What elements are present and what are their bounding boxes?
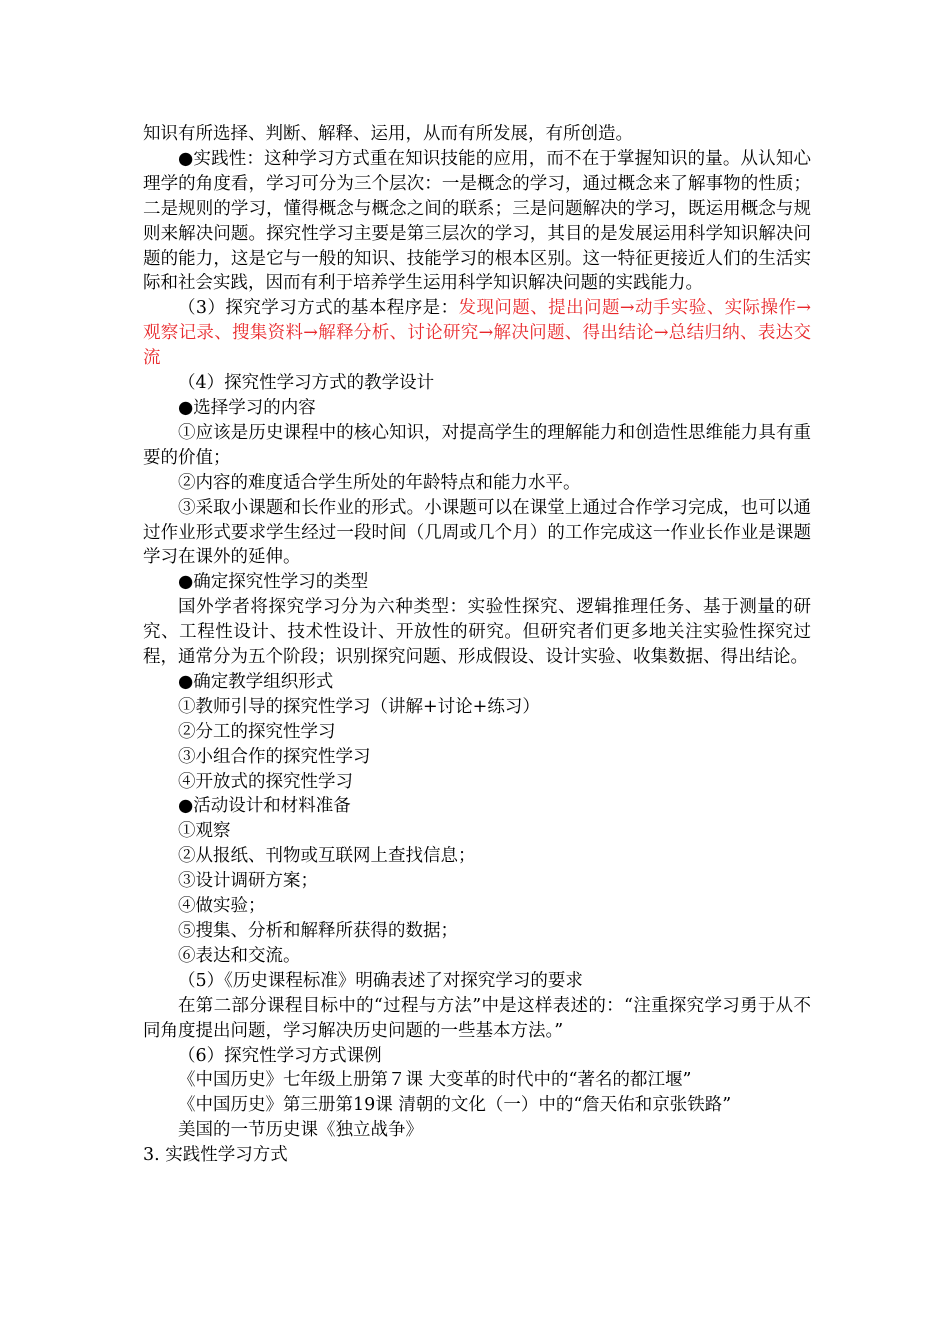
bullet-heading-learning-type: ●确定探究性学习的类型 [178,572,369,593]
list-item: ②内容的难度适合学生所处的年龄特点和能力水平。 [178,472,581,493]
list-item: ②从报纸、刊物或互联网上查找信息； [178,846,476,867]
list-item: ③设计调研方案； [178,871,318,892]
bullet-heading-activity-design: ●活动设计和材料准备 [178,796,351,817]
list-item: 《中国历史》第三册第19课 清朝的文化（一）中的“詹天佑和京张铁路” [178,1095,732,1116]
procedure-steps-highlight: 发现问题、提出问题→动手实验、实际操作→观察记录、搜集资料→解释分析、讨论研究→解决问题、得出结论→总结归纳、表达交流 [143,298,812,369]
section-heading-practical-learning: 3. 实践性学习方式 [143,1145,288,1166]
section-heading-lesson-examples: （6）探究性学习方式课例 [178,1045,382,1066]
list-item: ①观察 [178,821,231,842]
list-item: 《中国历史》七年级上册第７课 大变革的时代中的“著名的都江堰” [178,1070,692,1091]
paragraph: 知识有所选择、判断、解释、运用，从而有所发展，有所创造。 [143,124,633,144]
list-item: ②分工的探究性学习 [178,721,336,742]
paragraph-inquiry-types: 国外学者将探究学习分为六种类型：实验性探究、逻辑推理任务、基于测量的研究、工程性设计、技术性设计、开放性的研究。但研究者们更多地关注实验性探究过程，通常分为五个阶段；识别探究问题、形成假设、设计实验、收集数据、得出结论。 [143,597,811,668]
list-item: ③采取小课题和长作业的形式。小课题可以在课堂上通过合作学习完成，也可以通过作业形式要求学生经过一段时间（几周或几个月）的工作完成这一作业长作业是课题学习在课外的延伸。 [143,497,811,568]
list-item: ⑥表达和交流。 [178,945,301,966]
list-item: 美国的一节历史课《独立战争》 [178,1120,423,1141]
document-body [143,122,811,1168]
list-item: ①应该是历史课程中的核心知识，对提高学生的理解能力和创造性思维能力具有重要的价值； [143,422,811,468]
paragraph-basic-procedure [143,296,811,371]
procedure-label: （3）探究学习方式的基本程序是： [178,298,459,319]
bullet-heading-organization: ●确定教学组织形式 [178,671,334,692]
section-heading-curriculum-standard: （5）《历史课程标准》明确表述了对探究学习的要求 [178,970,583,991]
list-item: ④开放式的探究性学习 [178,771,353,792]
list-item: ⑤搜集、分析和解释所获得的数据； [178,921,458,941]
list-item: ①教师引导的探究性学习（讲解+讨论+练习） [178,696,540,717]
paragraph-practicality: ●实践性：这种学习方式重在知识技能的应用，而不在于掌握知识的量。从认知心理学的角度看，学习可分为三个层次：一是概念的学习，通过概念来了解事物的性质；二是规则的学习，懂得概念与概念之间的联系；三是问题解决的学习，既运用概念与规则来解决问题。探究性学习主要是第三层次的学习，其目的是发展运用科学知识解决问题的能力，这是它与一般的知识、技能学习的根本区别。这一特征更接近人们的生活实际和社会实践，因而有利于培养学生运用科学知识解决问题的实践能力。 [143,148,811,294]
section-heading-teaching-design: （4）探究性学习方式的教学设计 [178,373,435,394]
bullet-heading-select-content: ●选择学习的内容 [178,397,316,418]
paragraph-curriculum-quote: 在第二部分课程目标中的“过程与方法”中是这样表述的：“注重探究学习勇于从不同角度提出问题，学习解决历史问题的一些基本方法。” [143,995,811,1041]
list-item: ③小组合作的探究性学习 [178,746,371,767]
list-item: ④做实验； [178,896,266,917]
